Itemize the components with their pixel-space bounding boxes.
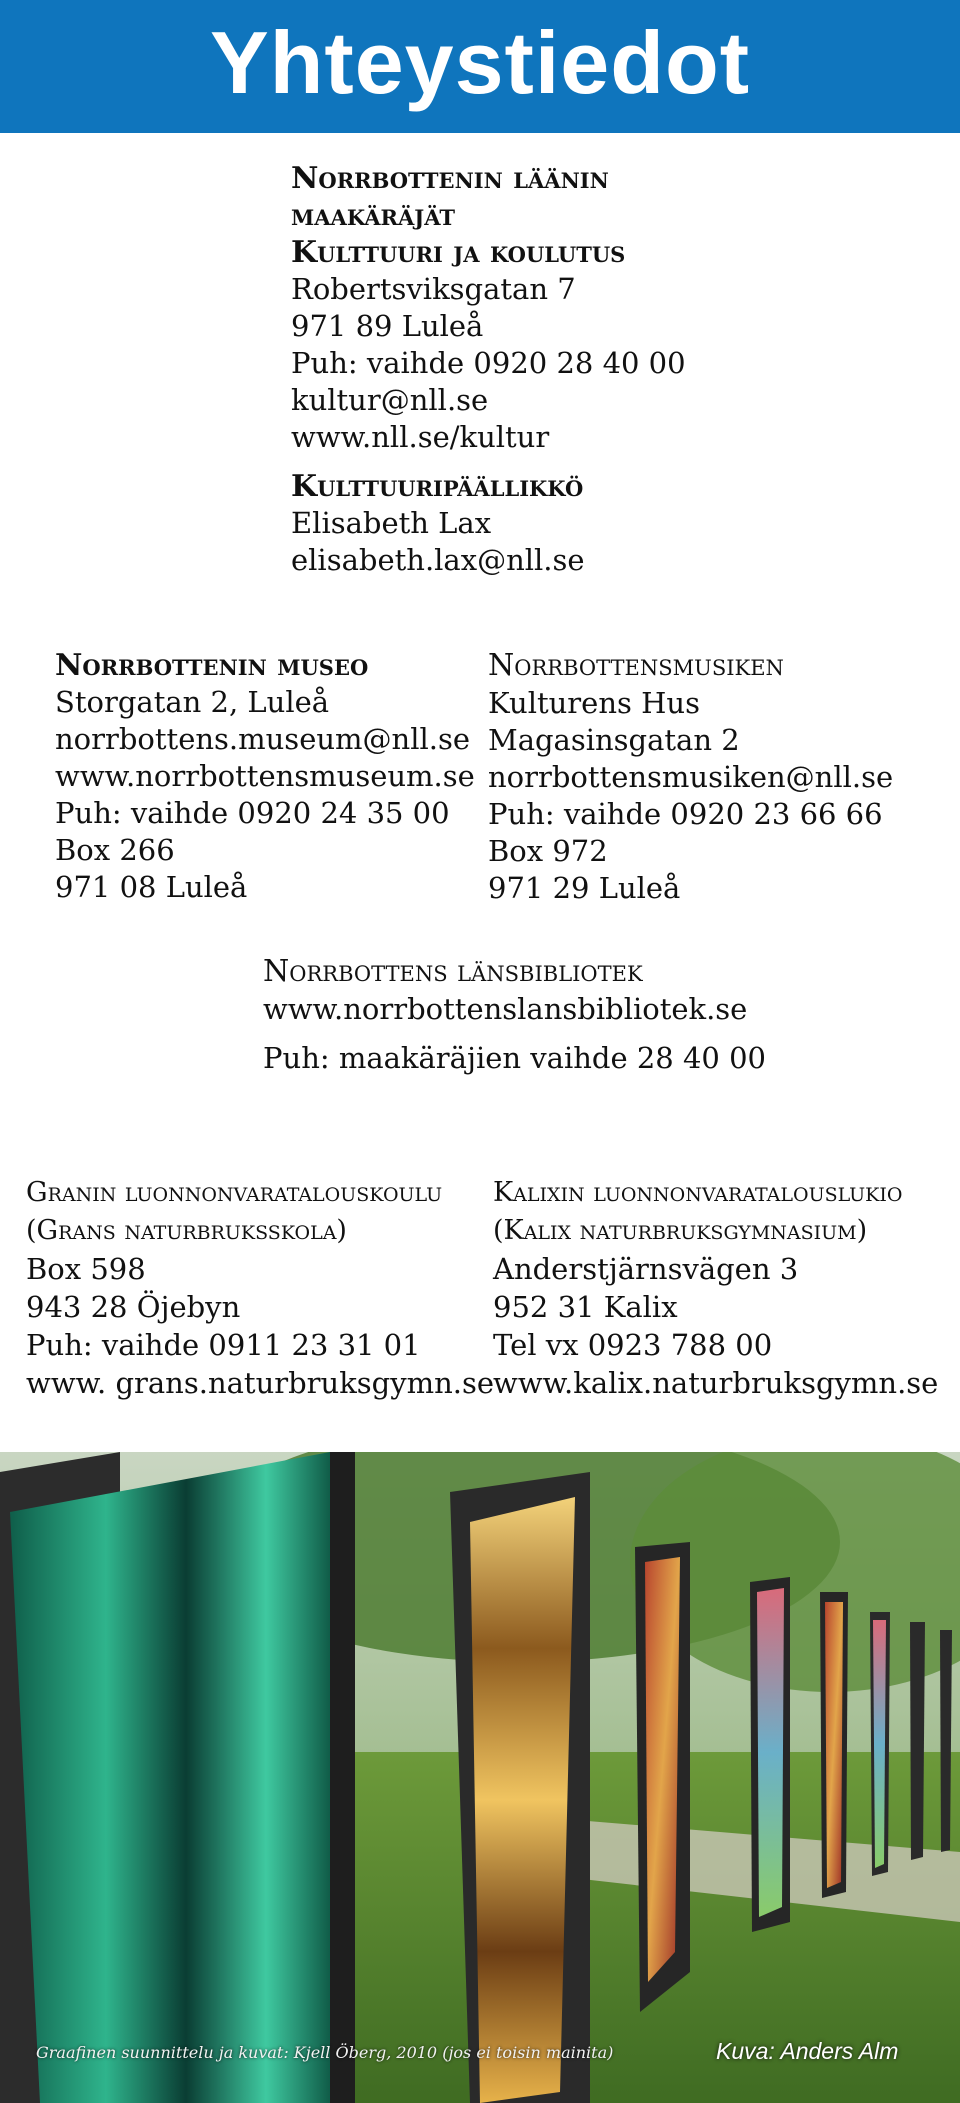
grans-postal: 943 28 Öjebyn bbox=[26, 1290, 241, 1324]
library-contact-block bbox=[263, 953, 766, 1077]
grans-box: Box 598 bbox=[26, 1252, 146, 1286]
musiken-contact-block bbox=[488, 647, 893, 907]
library-web: www.norrbottenslansbibliotek.se bbox=[263, 992, 748, 1026]
grans-web: www. grans.naturbruksgymn.se bbox=[26, 1366, 495, 1400]
design-credit: Graafinen suunnittelu ja kuvat: Kjell Öberg, 2010 (jos ei toisin mainita) bbox=[36, 2043, 614, 2062]
musiken-building: Kulturens Hus bbox=[488, 686, 700, 720]
kalix-phone: Tel vx 0923 788 00 bbox=[493, 1328, 773, 1362]
museum-web: www.norrbottensmuseum.se bbox=[55, 759, 475, 793]
musiken-postal: 971 29 Luleå bbox=[488, 871, 681, 905]
chief-heading: Kulttuuripäällikkö bbox=[291, 469, 584, 504]
photo-credit: Kuva: Anders Alm bbox=[716, 2038, 899, 2064]
museum-email: norrbottens.museum@nll.se bbox=[55, 722, 471, 756]
library-heading: Norrbottens länsbibliotek bbox=[263, 954, 643, 989]
county-subheading: Kulttuuri ja koulutus bbox=[291, 235, 626, 270]
page-header bbox=[0, 0, 960, 133]
kalix-address: Anderstjärnsvägen 3 bbox=[493, 1252, 799, 1286]
kalix-heading: Kalixin luonnonvaratalouslukio bbox=[493, 1177, 903, 1208]
county-heading-line2: maakäräjät bbox=[291, 198, 455, 233]
musiken-address: Magasinsgatan 2 bbox=[488, 723, 740, 757]
kalix-contact-block bbox=[493, 1174, 938, 1402]
museum-address: Storgatan 2, Luleå bbox=[55, 685, 330, 719]
county-web: www.nll.se/kultur bbox=[291, 420, 550, 454]
county-address: Robertsviksgatan 7 bbox=[291, 272, 576, 306]
chief-name: Elisabeth Lax bbox=[291, 506, 492, 540]
musiken-box: Box 972 bbox=[488, 834, 608, 868]
county-postal: 971 89 Luleå bbox=[291, 309, 484, 343]
county-phone: Puh: vaihde 0920 28 40 00 bbox=[291, 346, 686, 380]
photo-illustration bbox=[0, 1452, 960, 2103]
county-contact-block bbox=[291, 160, 686, 579]
grans-contact-block bbox=[26, 1174, 494, 1402]
musiken-heading: Norrbottensmusiken bbox=[488, 648, 784, 683]
kalix-web: www.kalix.naturbruksgymn.se bbox=[493, 1366, 939, 1400]
museum-box: Box 266 bbox=[55, 833, 175, 867]
kalix-postal: 952 31 Kalix bbox=[493, 1290, 678, 1324]
grans-phone: Puh: vaihde 0911 23 31 01 bbox=[26, 1328, 421, 1362]
grans-heading: Granin luonnonvaratalouskoulu bbox=[26, 1177, 443, 1208]
museum-contact-block bbox=[55, 647, 475, 906]
county-heading-line1: Norrbottenin läänin bbox=[291, 161, 609, 196]
musiken-phone: Puh: vaihde 0920 23 66 66 bbox=[488, 797, 883, 831]
county-email: kultur@nll.se bbox=[291, 383, 489, 417]
grans-subheading: (Grans naturbruksskola) bbox=[26, 1215, 347, 1246]
page-title: Yhteystiedot bbox=[209, 13, 751, 112]
chief-email: elisabeth.lax@nll.se bbox=[291, 543, 585, 577]
library-phone: Puh: maakäräjien vaihde 28 40 00 bbox=[263, 1041, 766, 1075]
kalix-subheading: (Kalix naturbruksgymnasium) bbox=[493, 1215, 868, 1246]
museum-postal: 971 08 Luleå bbox=[55, 870, 248, 904]
museum-heading: Norrbottenin museo bbox=[55, 648, 369, 683]
musiken-email: norrbottensmusiken@nll.se bbox=[488, 760, 894, 794]
art-installation-photo bbox=[0, 1452, 960, 2103]
museum-phone: Puh: vaihde 0920 24 35 00 bbox=[55, 796, 450, 830]
